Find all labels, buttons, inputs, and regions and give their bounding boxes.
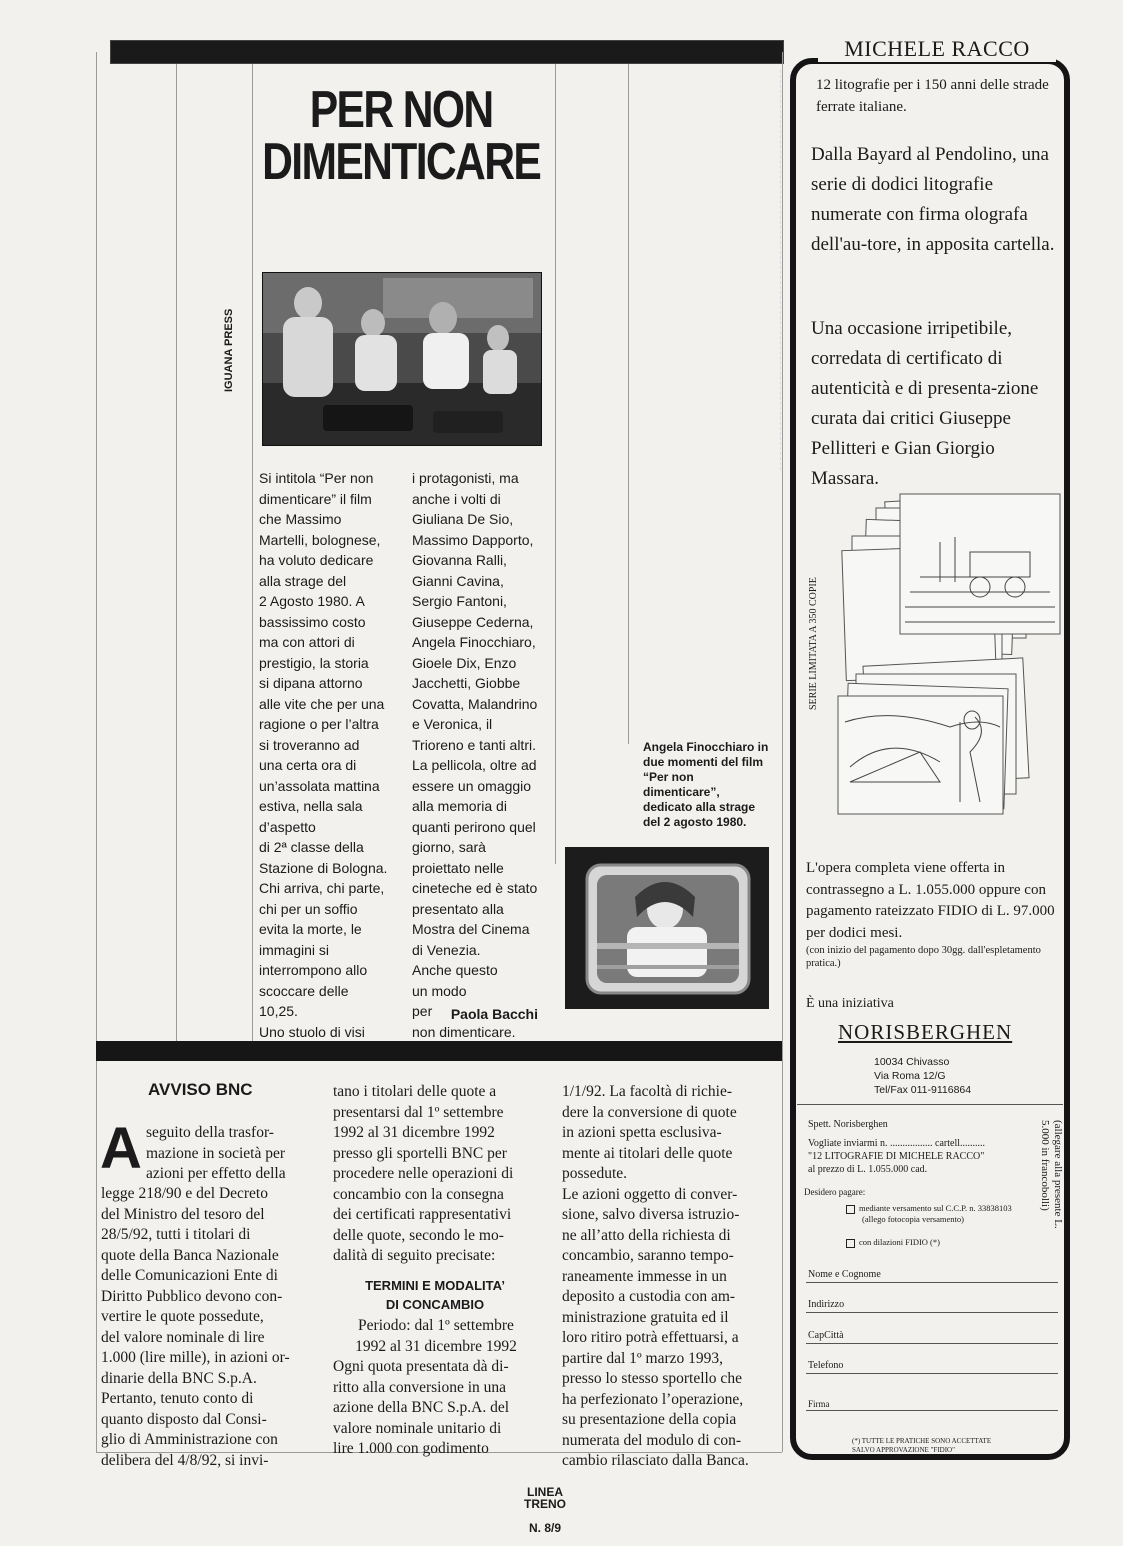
column-rule [628,64,629,744]
avviso-column-3: 1/1/92. La facoltà di richie- dere la conversione di quote in azioni spetta esclusiva- mente ai titolari delle quote possedute. Le azioni oggetto di conver- sione, salvo diversa istruzio- ne all’atto della richiesta di concambio, saranno tempo- raneamente immesse in un deposito a custodia con am- ministrazione gratuita ed il loro ritiro potrà effettuarsi, a partire dal 1º marzo 1993, presso lo stesso sportello che ha perfezionato l’operazione, su presentazione della copia numerata del modulo di con- cambio rilasciato dalla Banca. [562,1083,749,1469]
payment-option-ccp-note: (allego fotocopia versamento) [862,1214,964,1224]
order-form-payment-label: Desidero pagare: [804,1187,866,1197]
magazine-name: LINEA TRENO [524,1485,566,1511]
limited-series-label: SERIE LIMITATA A 350 COPIE [808,577,819,710]
field-line-address[interactable] [806,1312,1058,1313]
title-line-2: DIMENTICARE [262,133,541,191]
page-footer [505,1474,585,1546]
order-form-recipient: Spett. Norisberghen [808,1119,888,1130]
field-line-signature[interactable] [806,1410,1058,1411]
photo-illustration [565,847,769,1009]
background-watermark-art [560,70,781,470]
column-rule [782,52,783,1452]
film-still-train-window-photo [565,847,769,1009]
advert-address: 10034 Chivasso Via Roma 12/G Tel/Fax 011-9116864 [874,1056,972,1096]
avviso-title: AVVISO BNC [148,1080,253,1099]
avviso-column-2-bottom: Ogni quota presentata dà di- ritto alla conversione in una azione della BNC S.p.A. del valore nominale unitario di lire 1.000 con godimento [333,1358,510,1457]
field-label-phone: Telefono [808,1360,844,1371]
advert-paragraph-1: Dalla Bayard al Pendolino, una serie di dodici litografie numerate con firma olografa dell'au-tore, in apposita cartella. [811,144,1055,255]
payment-option-ccp[interactable] [846,1203,1012,1225]
lithograph-stack-illustration [830,482,1068,816]
avviso-column-1-intro: seguito della trasfor- mazione in società per azioni per effetto della [146,1124,286,1182]
avviso-subtitle: TERMINI E MODALITA’ DI CONCAMBIO [365,1278,505,1312]
photo-credit: IGUANA PRESS [223,308,235,392]
field-label-address: Indirizzo [808,1299,845,1310]
payment-option-ccp-label: mediante versamento sul C.C.P. n. 33838103 [859,1203,1012,1213]
article-author: Paola Bacchi [450,1006,538,1022]
field-line-name[interactable] [806,1282,1058,1283]
order-form-title-line: "12 LITOGRAFIE DI MICHELE RACCO" [808,1151,985,1162]
order-form-side-note: (allegare alla presente L. 5.000 in francobolli) [1039,1120,1064,1229]
column-rule [96,52,97,1452]
avviso-column-1: legge 218/90 e del Decreto del Ministro del tesoro del 28/5/92, tutti i titolari di quote della Banca Nazionale delle Comunicazioni Ente di Diritto Pubblico devono con- vertire le quote possedute, del valore nominale di lire 1.000 (lire mille), in azioni or- dinarie della BNC S.p.A. Pertanto, tenuto conto di quanto disposto dal Consi- glio di Amministrazione con delibera del 4/8/92, si invi- [101,1185,290,1469]
order-form-quantity-line[interactable]: Vogliate inviarmi n. ................. cartell.......... [808,1138,986,1149]
field-label-city: CapCittà [808,1330,844,1341]
advert-intro: 12 litografie per i 150 anni delle strade ferrate italiane. [816,77,1049,115]
checkbox-ccp[interactable] [846,1205,855,1214]
drop-cap: A [100,1116,142,1181]
article-title [256,81,546,191]
payment-option-fidio-label: con dilazioni FIDIO (*) [859,1237,940,1247]
article-column-1: Si intitola “Per non dimenticare” il film che Massimo Martelli, bolognese, ha voluto dedicare alla strage del 2 Agosto 1980. A bassissimo costo ma con attori di prestigio, la storia si dipana attorno alle vite che per una ragione o per l’altra si troveranno ad una certa ora di un’assolata mattina estiva, nella sala d’aspetto di 2ª classe della Stazione di Bologna. Chi arriva, chi parte, chi per un soffio evita la morte, le immagini si interrompono allo scoccare delle 10,25. Uno stuolo di visi [259,470,388,1040]
checkbox-fidio[interactable] [846,1239,855,1248]
field-line-phone[interactable] [806,1373,1058,1374]
order-form-footnote: (*) TUTTE LE PRATICHE SONO ACCETTATE SALVO APPROVAZIONE "FIDIO" [852,1437,992,1454]
photo-illustration [263,273,541,445]
field-label-name: Nome e Cognome [808,1269,881,1280]
lithograph-sketches [830,482,1068,816]
column-rule [176,64,177,1041]
title-line-1: PER NON [309,81,493,139]
payment-option-fidio[interactable] [846,1236,940,1249]
advert-paragraph-2: Una occasione irripetibile, corredata di certificato di autenticità e di presenta-zione curata dai critici Giuseppe Pellitteri e Gian Giorgio Massara. [811,318,1039,489]
advert-initiative-label: È una iniziativa [806,996,894,1011]
issue-number: N. 8/9 [528,1521,561,1535]
column-rule [252,64,253,1041]
section-divider-bar [96,1041,782,1061]
avviso-column-2-top: tano i titolari delle quote a presentarsi dal 1º settembre 1992 al 31 dicembre 1992 presso gli sportelli BNC per procedere nelle operazioni di concambio con la consegna dei certificati rappresentativi delle quote, secondo le mo- dalità di seguito precisate: [333,1083,514,1264]
film-still-waiting-room-photo [262,272,542,446]
field-label-signature: Firma [808,1399,830,1409]
order-form-price-line: al prezzo di L. 1.055.000 cad. [808,1164,928,1175]
advert-price-note: (con inizio del pagamento dopo 30gg. dall'espletamento pratica.) [806,945,1041,969]
advert-artist-name: MICHELE RACCO [818,36,1056,62]
advert-price-text: L'opera completa viene offerta in contrassegno a L. 1.055.000 oppure con pagamento rateizzato FIDIO di L. 97.000 per dodici mesi. [806,860,1055,941]
advert-brand: NORISBERGHEN [838,1020,1013,1044]
article-column-2: i protagonisti, ma anche i volti di Giuliana De Sio, Massimo Dapporto, Giovanna Ralli, Gianni Cavina, Sergio Fantoni, Giuseppe Cederna, Angela Finocchiaro, Gioele Dix, Enzo Jacchetti, Giobbe Covatta, Malandrino e Veronica, il Trioreno e tanti altri. La pellicola, oltre ad essere un omaggio alla memoria di quanti perirono quel giorno, sarà proiettato nelle cineteche ed è stato presentato alla Mostra del Cinema di Venezia. Anche questo un modo per non dimenticare. [412,470,538,1040]
top-black-bar [110,40,784,64]
photo-caption: Angela Finocchiaro in due momenti del film “Per non dimenticare”, dedicato alla strage del 2 agosto 1980. [643,740,769,829]
avviso-period: Periodo: dal 1º settembre 1992 al 31 dicembre 1992 [355,1317,517,1355]
field-line-city[interactable] [806,1343,1058,1344]
